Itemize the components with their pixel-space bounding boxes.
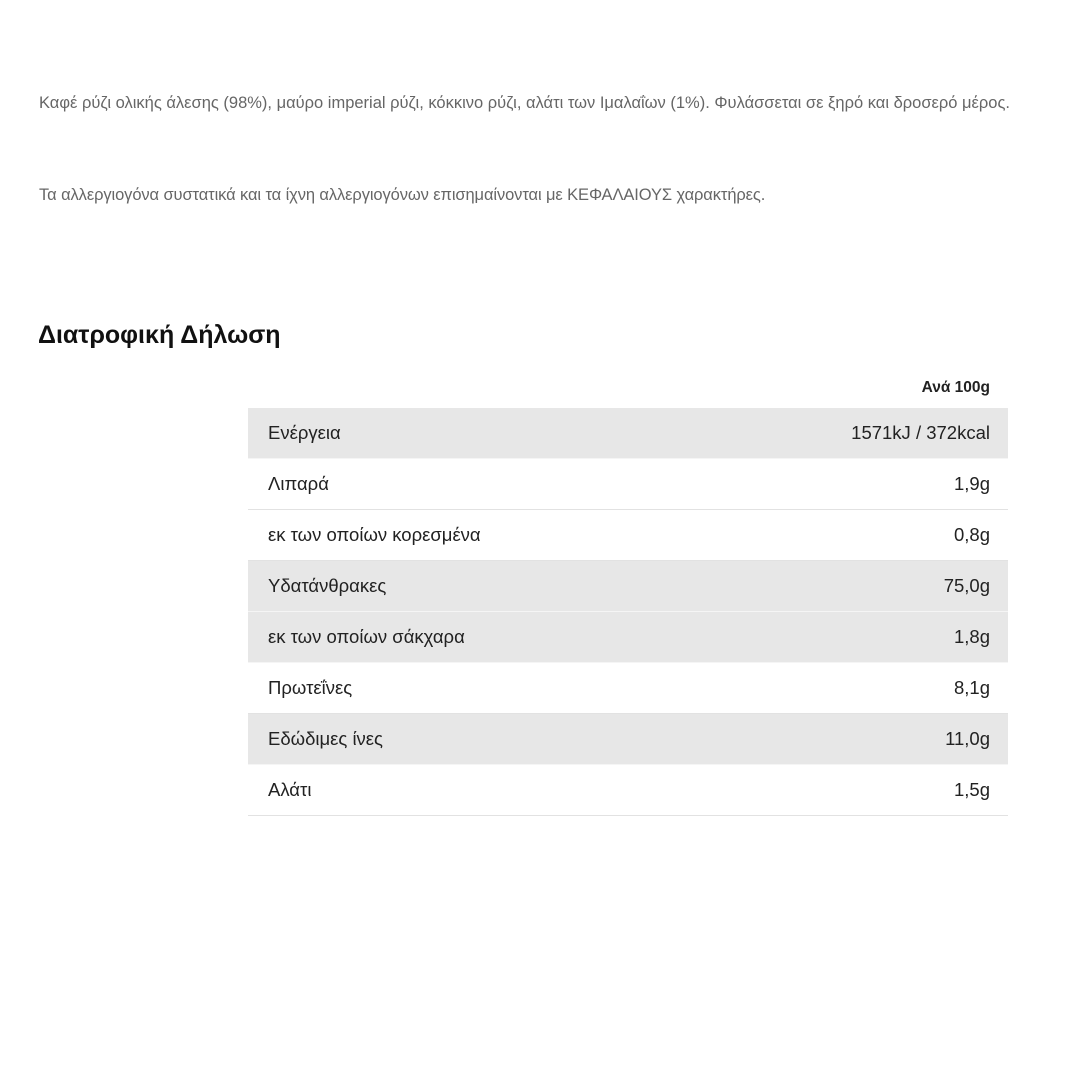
nutrition-row-salt	[248, 765, 1008, 816]
nutrient-label: Εδώδιμες ίνες	[248, 714, 702, 765]
nutrient-value: 8,1g	[702, 663, 1008, 714]
nutrient-label: Ενέργεια	[248, 408, 702, 459]
nutrition-row-sugars	[248, 612, 1008, 663]
nutrient-value: 1,9g	[702, 459, 1008, 510]
nutrition-title: Διατροφική Δήλωση	[38, 321, 281, 349]
nutrition-row-carbohydrates	[248, 561, 1008, 612]
nutrition-row-fat	[248, 459, 1008, 510]
nutrition-row-energy	[248, 408, 1008, 459]
nutrient-label: εκ των οποίων κορεσμένα	[248, 510, 702, 561]
nutrition-header-label	[248, 368, 702, 408]
nutrient-value: 1,8g	[702, 612, 1008, 663]
nutrient-value: 75,0g	[702, 561, 1008, 612]
nutrition-header-row	[248, 368, 1008, 408]
nutrient-label: Πρωτεΐνες	[248, 663, 702, 714]
nutrition-row-protein	[248, 663, 1008, 714]
nutrition-row-saturates	[248, 510, 1008, 561]
nutrient-label: Αλάτι	[248, 765, 702, 816]
nutrient-label: εκ των οποίων σάκχαρα	[248, 612, 702, 663]
ingredients-text: Καφέ ρύζι ολικής άλεσης (98%), μαύρο imperial ρύζι, κόκκινο ρύζι, αλάτι των Ιμαλαΐων (1%). Φυλάσσεται σε ξηρό και δροσερό μέρος.	[39, 94, 1010, 112]
nutrient-label: Υδατάνθρακες	[248, 561, 702, 612]
nutrient-value: 1571kJ / 372kcal	[702, 408, 1008, 459]
nutrient-label: Λιπαρά	[248, 459, 702, 510]
allergen-note: Τα αλλεργιογόνα συστατικά και τα ίχνη αλλεργιογόνων επισημαίνονται με ΚΕΦΑΛΑΙΟΥΣ χαρακτήρες.	[39, 186, 766, 204]
nutrition-table	[248, 368, 1008, 816]
nutrient-value: 11,0g	[702, 714, 1008, 765]
nutrient-value: 1,5g	[702, 765, 1008, 816]
nutrition-header-per-100g: Ανά 100g	[921, 379, 990, 396]
nutrient-value: 0,8g	[702, 510, 1008, 561]
nutrition-row-fibre	[248, 714, 1008, 765]
